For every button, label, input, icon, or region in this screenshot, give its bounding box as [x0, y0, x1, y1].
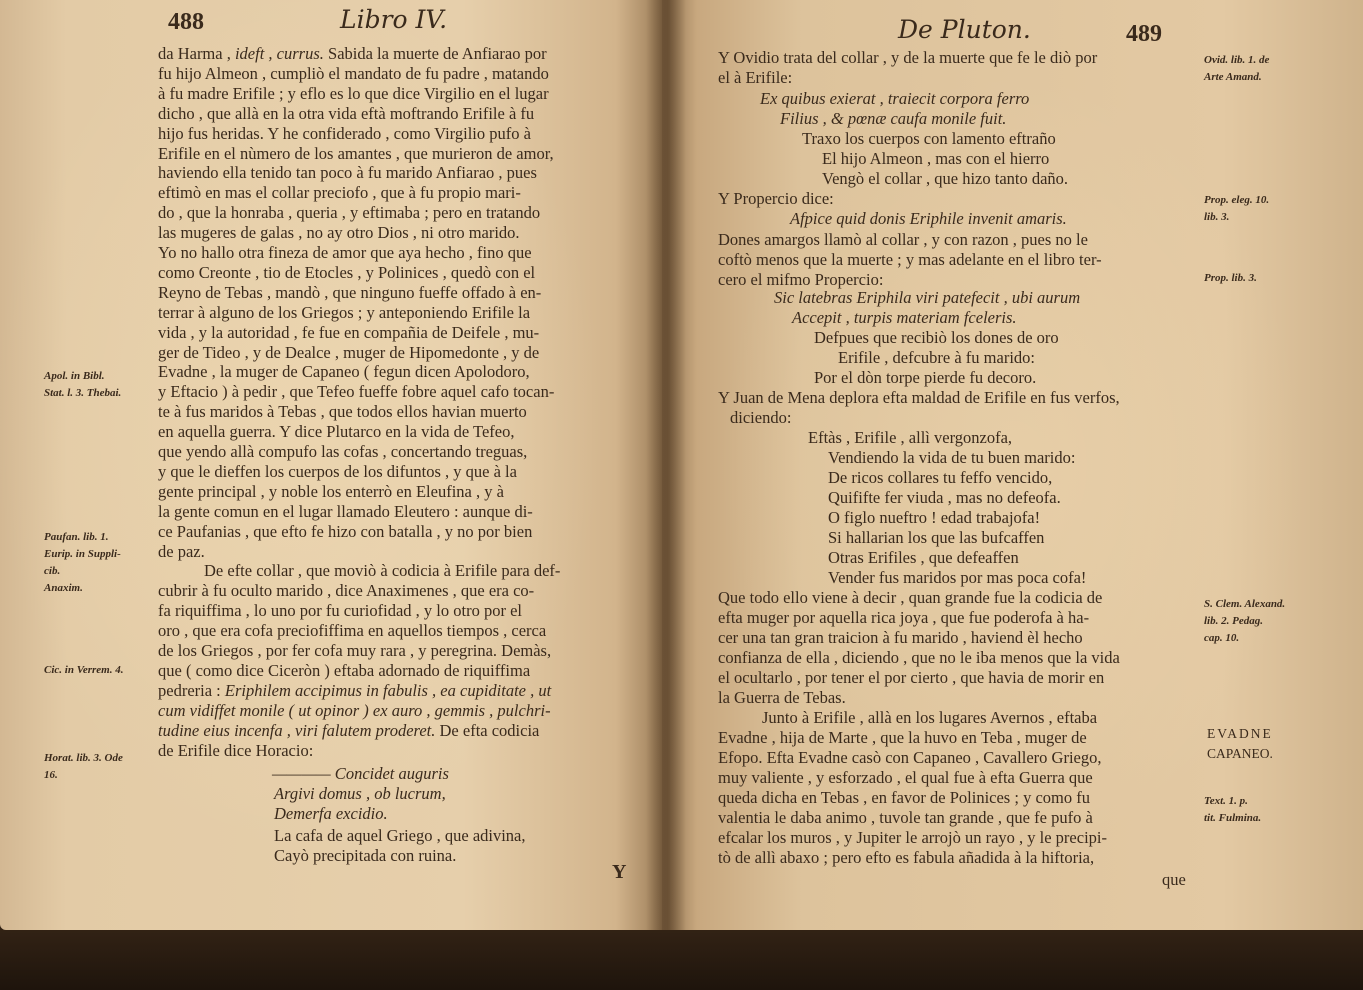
latin-verse-line: Sic latebras Eriphila viri patefecit , ubi aurum: [774, 288, 1081, 307]
margin-note: Cic. in Verrem. 4.: [44, 664, 124, 676]
right-page: [662, 0, 1363, 930]
body-line: haviendo ella tenido tan poco à fu marido Anfiarao , pues: [158, 163, 537, 183]
body-line: efcalar los muros , y Jupiter le arrojò un rayo , y le precipi-: [718, 828, 1107, 847]
body-line: la Guerra de Tebas.: [718, 688, 846, 707]
body-line: efta muger por aquella rica joya , que fue poderofa à ha-: [718, 608, 1090, 627]
body-line: diciendo:: [730, 408, 792, 427]
spanish-verse-line: De ricos collares tu feffo vencido,: [828, 468, 1053, 487]
margin-note: 16.: [44, 769, 58, 781]
body-line: oro , que era cofa preciofiffima en aquellos tiempos , cerca: [158, 621, 547, 641]
page-number: 488: [168, 9, 204, 35]
body-line: Y Propercio dice:: [718, 189, 834, 208]
running-title: De Pluton.: [898, 15, 1031, 44]
body-line: gente principal , y noble los enterrò en Eleufina , y à: [158, 481, 504, 501]
body-line: ger de Tideo , y de Dealce , muger de Hipomedonte , y de: [158, 342, 540, 362]
margin-note: Ovid. lib. 1. de: [1204, 54, 1270, 66]
body-line: cubrir à fu oculto marido , dice Anaximenes , que era co-: [158, 581, 535, 601]
latin-quote: tudine eius incenfa , viri falutem proderet.: [158, 720, 436, 740]
body-line: valentia le daba animo , tuvole tan grande , que fe pufo à: [718, 808, 1093, 827]
margin-note: cap. 10.: [1204, 632, 1240, 644]
page-number: 489: [1126, 21, 1162, 47]
left-page: [0, 0, 662, 930]
body-line: Y Juan de Mena deplora efta maldad de Erifile en fus verfos,: [718, 388, 1120, 407]
body-line: Evadne , hija de Marte , que la huvo en Teba , muger de: [718, 728, 1087, 747]
body-line: Erifile en el nùmero de los amantes , que murieron de amor,: [158, 143, 554, 163]
margin-note: cib.: [44, 565, 61, 577]
body-line: fa riquiffima , lo uno por fu curiofidad , y lo otro por el: [158, 601, 522, 621]
spanish-verse-line: Defpues que recibiò los dones de oro: [814, 328, 1059, 347]
body-line: fu hijo Almeon , cumpliò el mandato de fu padre , matando: [158, 63, 549, 83]
latin-quote: Eriphilem accipimus in fabulis , ea cupiditate , ut: [224, 680, 552, 700]
body-line: Yo no hallo otra fineza de amor que aya hecho , fino que: [158, 243, 532, 262]
body-line: de los Griegos , por fer cofa muy rara , y peregrina. Demàs,: [158, 641, 552, 660]
margin-note: Prop. eleg. 10.: [1204, 194, 1270, 206]
body-line: Reyno de Tebas , mandò , que ninguno fueffe offado à en-: [158, 282, 542, 302]
body-line: vida , y la autoridad , fe fue en compañia de Deifele , mu-: [158, 322, 540, 342]
body-line: queda dicha en Tebas , en favor de Polinices ; y como fu: [718, 788, 1090, 807]
spanish-verse-line: El hijo Almeon , mas con el hierro: [822, 149, 1050, 168]
margin-note: Eurip. in Suppli-: [44, 548, 121, 560]
body-line: cer una tan gran traicion à fu marido , haviend èl hecho: [718, 628, 1083, 647]
text-segment: De efta codicia: [435, 720, 540, 740]
spanish-verse-line: Eftàs , Erifile , allì vergonzofa,: [808, 428, 1013, 447]
body-line: eftimò en mas el collar preciofo , que à fu propio mari-: [158, 183, 521, 203]
body-line: el à Erifile:: [718, 68, 793, 87]
margin-note: Text. 1. p.: [1204, 795, 1248, 807]
body-line: las mugeres de galas , no ay otro Dios , ni otro marido.: [158, 223, 520, 243]
text-segment: pedreria :: [158, 680, 225, 700]
latin-verse-line: Accepit , turpis materiam fceleris.: [792, 308, 1017, 327]
latin-verse-line: Filius , & pœnæ caufa monile fuit.: [780, 109, 1007, 128]
body-line: do , que la honraba , queria , y eftimaba ; pero en tratando: [158, 203, 541, 223]
latin-verse-line: Ex quibus exierat , traiecit corpora ferro: [760, 89, 1030, 108]
spanish-verse-line: Traxo los cuerpos con lamento eftraño: [802, 129, 1056, 148]
latin-verse-line: Demerfa excidio.: [274, 804, 388, 823]
body-line: te à fus maridos à Tebas , que todos ellos havian muerto: [158, 402, 527, 422]
body-line: como Creonte , tio de Etocles , y Polinices , quedò con el: [158, 262, 536, 282]
latin-verse-line: Argivi domus , ob lucrum,: [274, 784, 446, 803]
body-line: [158, 721, 539, 741]
body-line: De efte collar , que moviò à codicia à Erifile para def-: [204, 561, 561, 581]
body-line: muy valiente , y esforzado , el qual fue à efta Guerra que: [718, 768, 1093, 787]
body-line: la gente comun en el lugar llamado Eleutero : aunque di-: [158, 501, 533, 521]
body-line: [158, 681, 551, 701]
text-segment: Sabida la muerte de Anfiarao por: [323, 44, 547, 63]
catchword: Y: [612, 861, 627, 883]
margin-note: tit. Fulmina.: [1204, 812, 1262, 824]
spanish-verse-line: O figlo nueftro ! edad trabajofa!: [828, 508, 1041, 527]
body-line: de Erifile dice Horacio:: [158, 740, 314, 760]
text-segment: da Harma ,: [158, 44, 235, 63]
catchword: que: [1162, 870, 1186, 889]
latin-verse-line: ———— Concidet auguris: [272, 764, 449, 783]
body-line: ce Paufanias , que efto fe hizo con batalla , y no por bien: [158, 521, 533, 541]
body-line: y que le dieffen los cuerpos de los difuntos , y que à la: [158, 461, 517, 481]
body-line: dicho , que allà en la otra vida eftà moftrando Erifile à fu: [158, 103, 535, 123]
spanish-verse-line: Vendiendo la vida de tu buen marido:: [828, 448, 1076, 467]
spanish-verse-line: Vender fus maridos por mas poca cofa!: [828, 568, 1087, 587]
heading-note-1: EVADNE: [1207, 726, 1273, 741]
latin-quote: ideft , currus.: [234, 44, 324, 63]
body-line: [158, 701, 551, 721]
margin-note: Apol. in Bibl.: [44, 370, 105, 382]
body-line: el ocultarlo , por tener el por cierto , que havia de morir en: [718, 668, 1105, 687]
latin-verse-line: Afpice quid donis Eriphile invenit amaris.: [790, 209, 1067, 228]
book-gutter: [646, 0, 686, 930]
margin-note: lib. 2. Pedag.: [1204, 615, 1263, 627]
spanish-verse-line: Otras Erifiles , que defeaffen: [828, 548, 1019, 567]
body-line: Efopo. Efta Evadne casò con Capaneo , Cavallero Griego,: [718, 748, 1102, 767]
body-line: Junto à Erifile , allà en los lugares Avernos , eftaba: [762, 708, 1098, 727]
spanish-verse-line: Si hallarian los que las bufcaffen: [828, 528, 1045, 547]
latin-quote: cum vidiffet monile ( ut opinor ) ex auro , gemmis , pulchri-: [158, 700, 551, 720]
body-line: hijo fus heridas. Y he confiderado , como Virgilio pufo à: [158, 123, 531, 143]
body-line: coftò menos que la muerte ; y mas adelante en el libro ter-: [718, 250, 1102, 269]
spanish-verse-line: Erifile , defcubre à fu marido:: [838, 348, 1035, 367]
body-line: cero el mifmo Propercio:: [718, 270, 884, 289]
body-line: Dones amargos llamò al collar , y con razon , pues no le: [718, 230, 1088, 249]
margin-note: Stat. l. 3. Thebai.: [44, 387, 122, 399]
margin-note: Arte Amand.: [1204, 71, 1262, 83]
body-line: Evadne , la muger de Capaneo ( fegun dicen Apolodoro,: [158, 362, 530, 382]
spanish-verse-line: Vengò el collar , que hizo tanto daño.: [822, 169, 1069, 188]
body-line: que ( como dice Ciceròn ) eftaba adornado de riquiffima: [158, 660, 531, 680]
body-line: que yendo allà compufo las cofas , concertando treguas,: [158, 442, 528, 461]
body-line: confianza de ella , diciendo , que no le iba menos que la vida: [718, 648, 1120, 667]
spanish-verse-line: La cafa de aquel Griego , que adivina,: [274, 826, 526, 845]
margin-note: Paufan. lib. 1.: [44, 531, 109, 543]
body-line: à fu madre Erifile ; y eflo es lo que dice Virgilio en el lugar: [158, 83, 549, 103]
body-line: Que todo ello viene à decir , quan grande fue la codicia de: [718, 588, 1103, 607]
body-line: tò de allì abaxo ; pero efto es fabula añadida à la hiftoria,: [718, 848, 1095, 867]
margin-note: lib. 3.: [1204, 211, 1230, 223]
body-line: terrar à alguno de los Griegos ; y anteponiendo Erifile la: [158, 302, 531, 322]
running-title: Libro IV.: [340, 5, 448, 34]
spanish-verse-line: Quififte fer viuda , mas no defeofa.: [828, 488, 1061, 507]
margin-note: Prop. lib. 3.: [1204, 272, 1257, 284]
heading-note-2: CAPANEO.: [1207, 746, 1273, 761]
margin-note: S. Clem. Alexand.: [1204, 598, 1286, 610]
spanish-verse-line: Cayò precipitada con ruina.: [274, 846, 457, 865]
body-line: en aquella guerra. Y dice Plutarco en la vida de Tefeo,: [158, 422, 515, 442]
body-line: y Eftacio ) à pedir , que Tefeo fueffe fobre aquel cafo tocan-: [158, 382, 555, 402]
body-line: Y Ovidio trata del collar , y de la muerte que fe le diò por: [718, 48, 1098, 67]
body-line: [158, 44, 547, 64]
margin-note: Anaxim.: [44, 582, 83, 594]
body-line: de paz.: [158, 541, 205, 561]
margin-note: Horat. lib. 3. Ode: [44, 752, 123, 764]
spanish-verse-line: Por el dòn torpe pierde fu decoro.: [814, 368, 1037, 387]
